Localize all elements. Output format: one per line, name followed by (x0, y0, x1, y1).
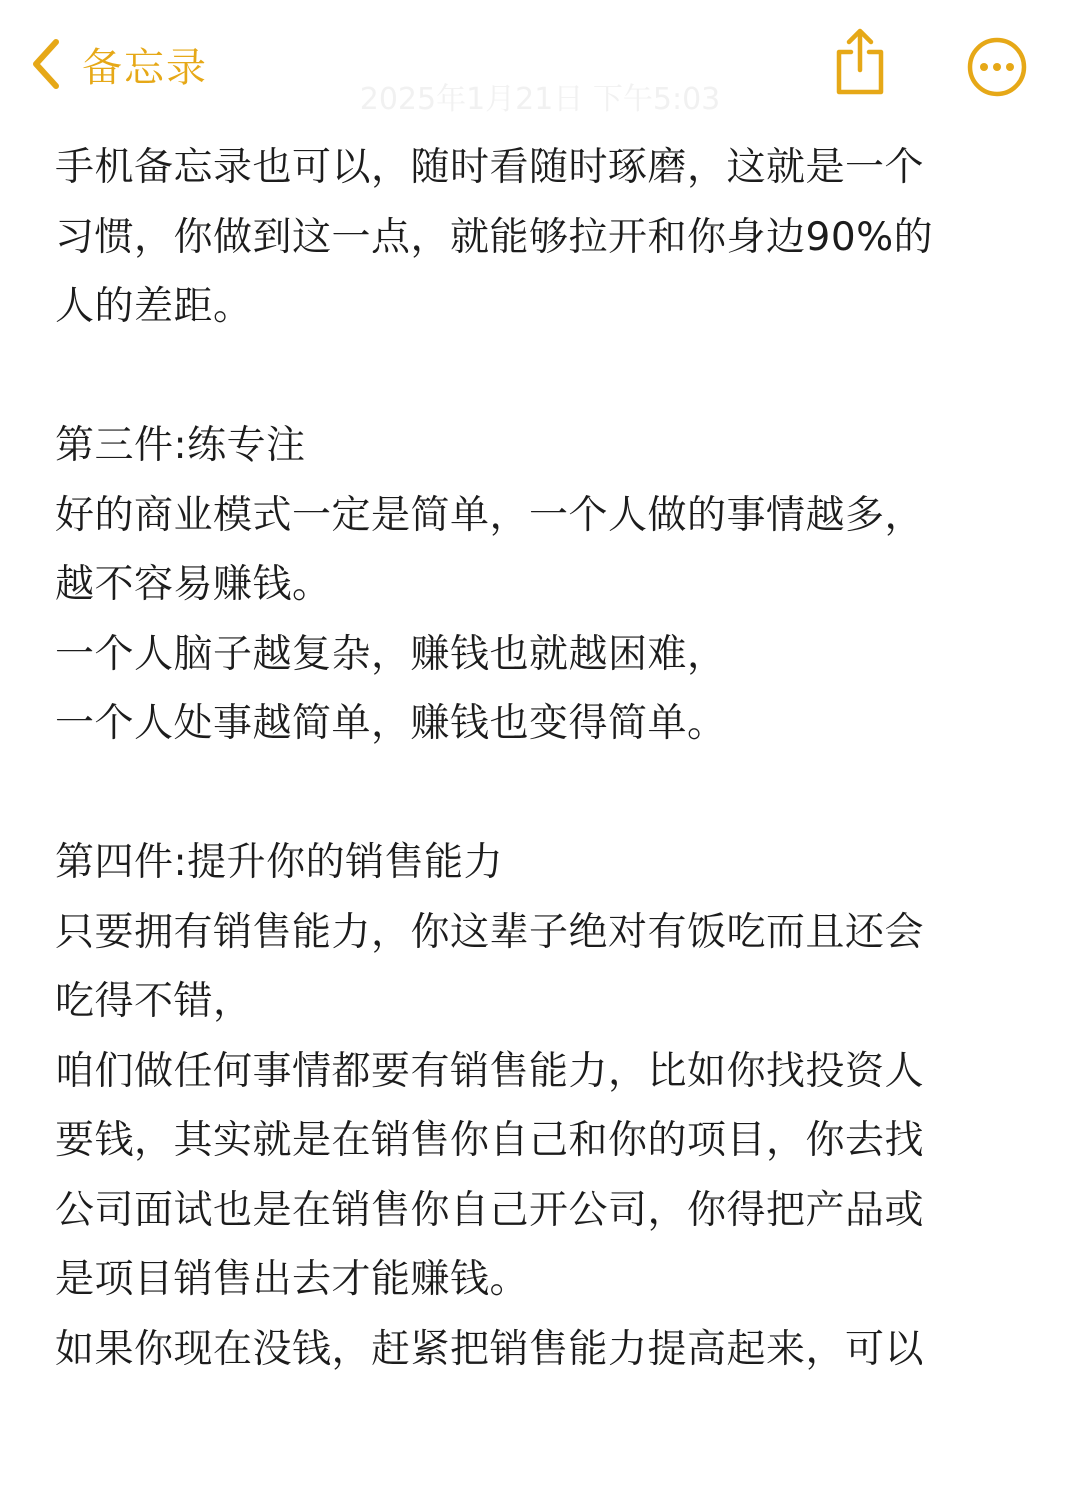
back-label: 备忘录 (82, 44, 208, 91)
note-line: 手机备忘录也可以，随时看随时琢磨，这就是一个 (55, 145, 925, 190)
note-line: 如果你现在没钱，赶紧把销售能力提高起来，可以 (55, 1326, 925, 1372)
note-line: 习惯，你做到这一点，就能够拉开和你身边90%的 (55, 214, 934, 260)
note-timestamp: 2025年1月21日 下午5:03 (359, 82, 721, 117)
note-heading: 第四件:提升你的销售能力 (55, 840, 504, 885)
note-blank-line (55, 342, 1045, 412)
note-line: 要钱，其实就是在销售你自己和你的项目，你去找 (55, 1118, 925, 1163)
note-blank-line (55, 759, 1045, 829)
note-heading: 第三件:练专注 (55, 423, 306, 468)
note-line: 咱们做任何事情都要有销售能力，比如你找投资人 (55, 1048, 925, 1094)
note-line: 一个人脑子越复杂，赚钱也就越困难， (55, 631, 727, 677)
note-line: 是项目销售出去才能赚钱。 (55, 1257, 530, 1302)
note-line: 一个人处事越简单，赚钱也变得简单。 (55, 701, 727, 746)
note-line: 人的差距。 (55, 284, 253, 329)
note-body[interactable] (55, 133, 1045, 1384)
note-line: 好的商业模式一定是简单，一个人做的事情越多， (55, 492, 925, 538)
note-line: 越不容易赚钱。 (55, 562, 332, 607)
note-line: 吃得不错， (55, 979, 253, 1024)
note-line: 公司面试也是在销售你自己开公司，你得把产品或 (55, 1187, 925, 1233)
note-line: 只要拥有销售能力，你这辈子绝对有饭吃而且还会 (55, 909, 925, 955)
